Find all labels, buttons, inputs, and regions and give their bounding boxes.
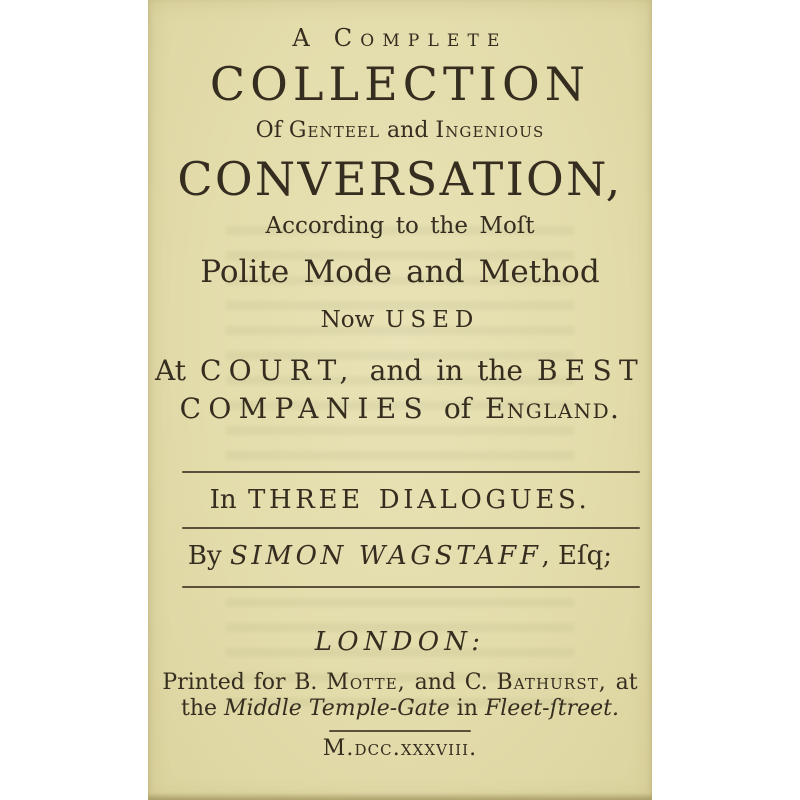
- polite-mode-line: [148, 255, 652, 290]
- text-segment: England.: [485, 392, 621, 425]
- text-segment: Of: [255, 118, 289, 143]
- text-segment: Motte,: [326, 670, 406, 695]
- half-title-line: [148, 25, 652, 52]
- text-segment: By: [187, 541, 230, 571]
- text-segment: CONVERSATION,: [177, 152, 623, 206]
- text-segment: M.dcc.xxxviii.: [322, 736, 478, 761]
- text-segment: COLLECTION: [209, 57, 591, 111]
- text-segment: At: [155, 354, 200, 387]
- text-segment: Fleet-ſtreet.: [484, 696, 619, 721]
- author-line: [148, 542, 652, 571]
- book-title-page: [148, 0, 652, 800]
- main-title-collection: [148, 59, 652, 111]
- separator-rule: [182, 471, 640, 473]
- imprint-address-line: [148, 697, 652, 722]
- text-segment: and in the: [355, 354, 537, 387]
- text-segment: at: [606, 670, 638, 695]
- text-segment: Now: [320, 307, 386, 333]
- dialogues-line: [148, 486, 652, 515]
- text-segment: Polite Mode and Method: [200, 254, 600, 290]
- text-segment: LONDON:: [314, 627, 486, 657]
- text-segment: A Complete: [292, 24, 508, 52]
- text-segment: COMPANIES: [179, 392, 430, 425]
- subtitle-genteel-line: [148, 119, 652, 144]
- text-segment: in: [449, 696, 485, 721]
- now-used-line: [148, 308, 652, 334]
- text-segment: USED: [385, 307, 480, 333]
- text-segment: THREE DIALOGUES.: [247, 485, 591, 515]
- text-segment: BEST: [536, 354, 645, 387]
- separator-rule: [182, 586, 640, 588]
- text-segment: and C.: [405, 670, 497, 695]
- text-segment: Ingenious: [435, 118, 545, 143]
- text-segment: SIMON WAGSTAFF: [229, 541, 542, 571]
- separator-rule: [182, 527, 640, 529]
- imprint-publisher-line: [148, 671, 652, 696]
- at-court-line: [148, 355, 652, 386]
- imprint-city-line: [148, 628, 652, 657]
- companies-line: [148, 393, 652, 424]
- text-segment: In: [209, 485, 248, 515]
- text-segment: the: [181, 696, 225, 721]
- text-segment: of: [429, 392, 486, 425]
- text-segment: Bathurst,: [496, 670, 607, 695]
- text-segment: and: [380, 118, 436, 143]
- text-segment: , Eſq;: [541, 541, 613, 571]
- text-segment: Genteel: [288, 118, 381, 143]
- main-title-conversation: [148, 154, 652, 206]
- according-line: [148, 214, 652, 240]
- date-separator-rule: [329, 730, 471, 732]
- text-segment: COURT,: [199, 354, 356, 387]
- text-segment: Middle Temple-Gate: [224, 696, 450, 721]
- text-segment: Printed for B.: [162, 670, 327, 695]
- text-segment: According to the Moſt: [265, 213, 535, 239]
- imprint-date-line: [148, 737, 652, 762]
